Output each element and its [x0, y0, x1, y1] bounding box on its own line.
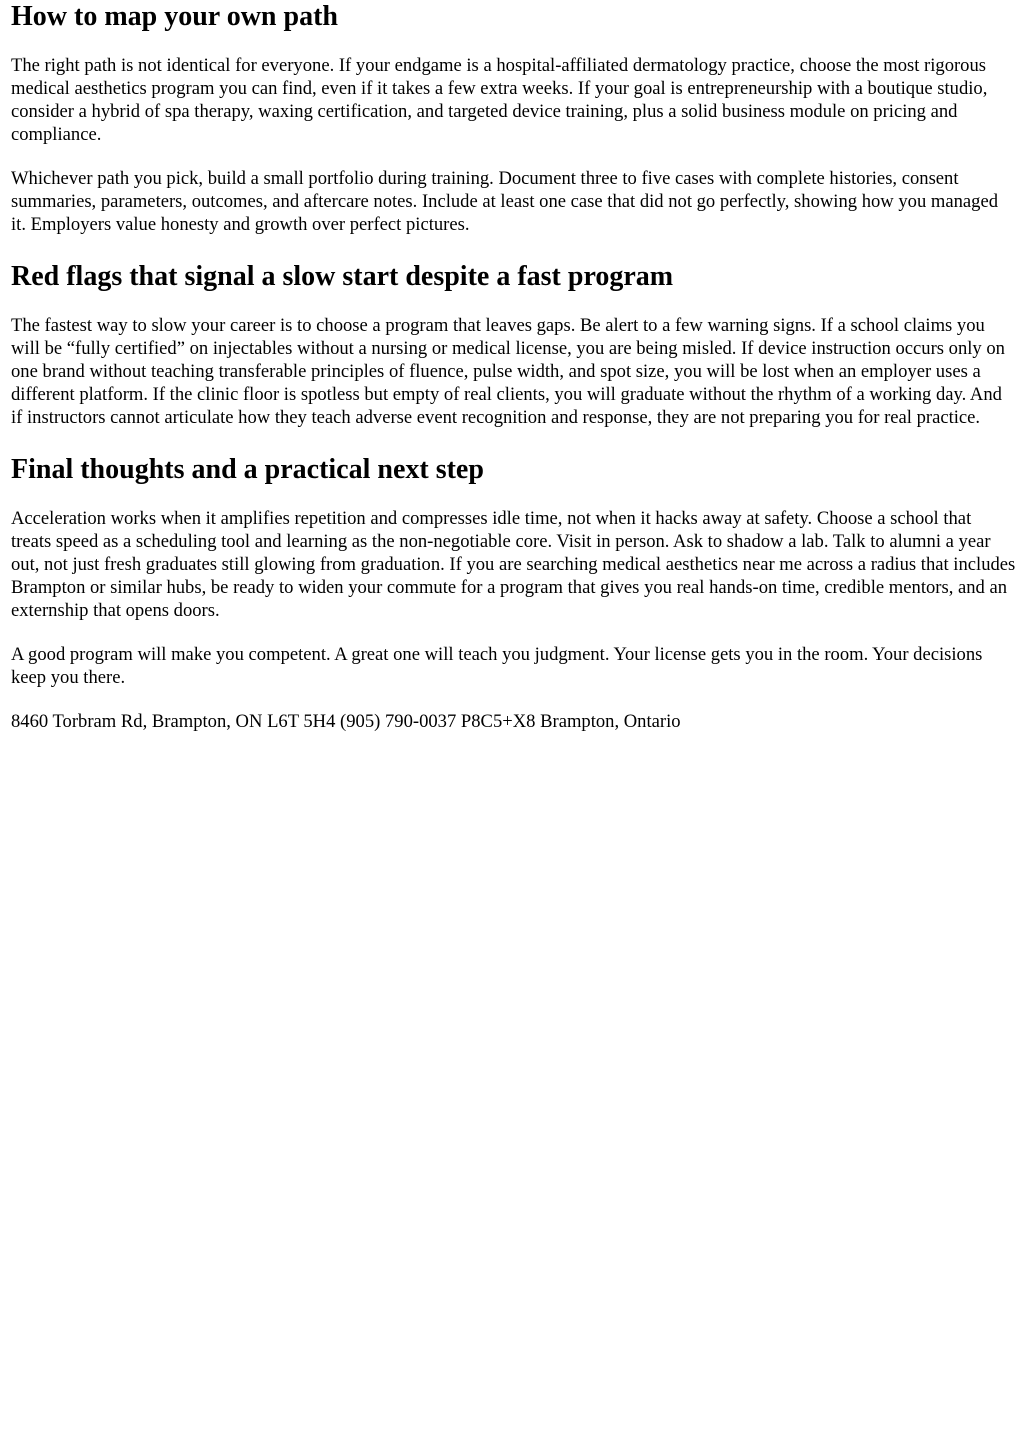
paragraph: The fastest way to slow your career is to choose a program that leaves gaps. Be alert to a few warning signs. If a school claims you will be “fully certified” on injectables without a nursing or medical license, you are being misled. If device instruction occurs only on one brand without teaching transferable principles of fluence, pulse width, and spot size, you will be lost when an employer uses a different platform. If the clinic floor is spotless but empty of real clients, you will graduate without the rhythm of a working day. And if instructors cannot articulate how they teach adverse event recognition and response, they are not preparing you for real practice. [11, 315, 1005, 428]
paragraph: The right path is not identical for everyone. If your endgame is a hospital-affiliated dermatology practice, choose the most rigorous medical aesthetics program you can find, even if it takes a few extra weeks. If your goal is entrepreneurship with a boutique studio, consider a hybrid of spa therapy, waxing certification, and targeted device training, plus a solid business module on pricing and compliance. [11, 55, 988, 145]
address-line: 8460 Torbram Rd, Brampton, ON L6T 5H4 (905) 790-0037 P8C5+X8 Brampton, Ontario [11, 711, 681, 732]
paragraph: A good program will make you competent. A great one will teach you judgment. Your license gets you in the room. Your decisions keep you there. [11, 644, 983, 688]
paragraph: Acceleration works when it amplifies repetition and compresses idle time, not when it hacks away at safety. Choose a school that treats speed as a scheduling tool and learning as the non-negotiable core. Visit in person. Ask to shadow a lab. Talk to alumni a year out, not just fresh graduates still glowing from graduation. If you are searching medical aesthetics near me across a radius that includes Brampton or similar hubs, be ready to widen your commute for a program that gives you real hands-on time, credible mentors, and an externship that opens doors. [11, 508, 1016, 621]
section-heading-map-path: How to map your own path [11, 1, 338, 32]
section-heading-final-thoughts: Final thoughts and a practical next step [11, 454, 484, 485]
section-heading-red-flags: Red flags that signal a slow start despite a fast program [11, 261, 674, 292]
paragraph: Whichever path you pick, build a small portfolio during training. Document three to five cases with complete histories, consent summaries, parameters, outcomes, and aftercare notes. Include at least one case that did not go perfectly, showing how you managed it. Employers value honesty and growth over perfect pictures. [11, 168, 999, 235]
